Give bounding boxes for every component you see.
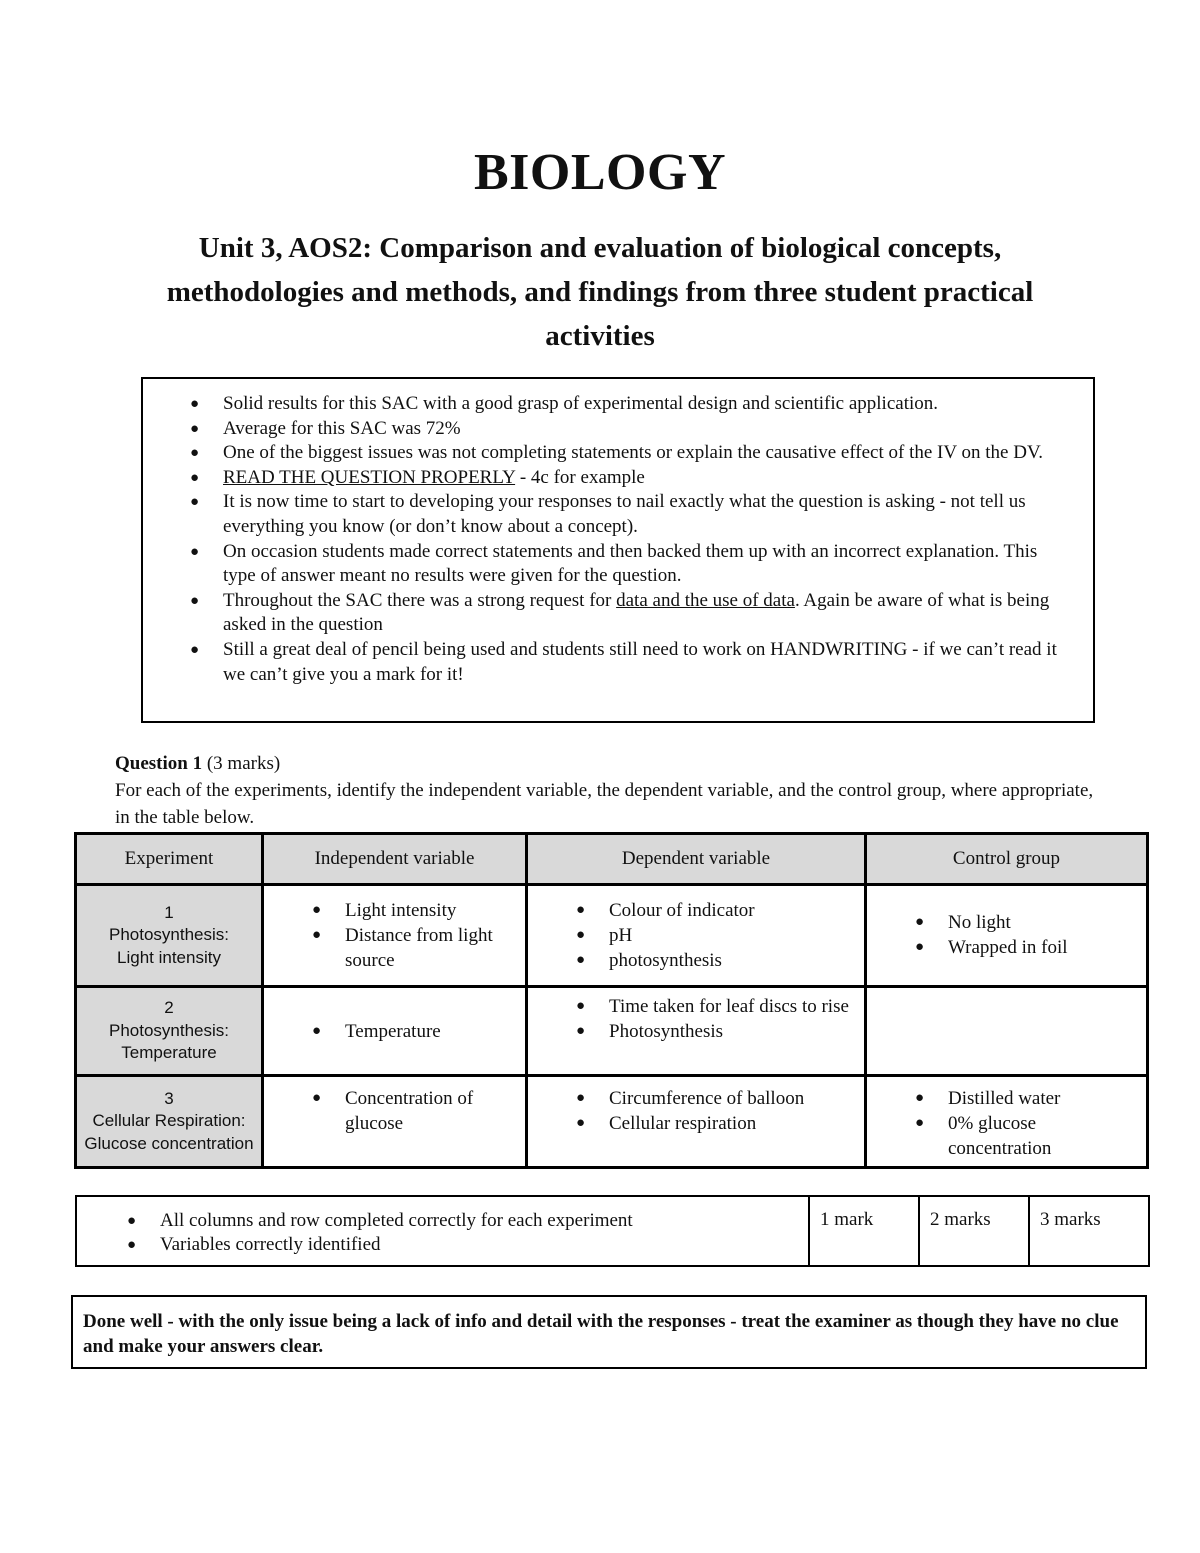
dv-list bbox=[529, 1086, 863, 1136]
read-question-emphasis: READ THE QUESTION PROPERLY bbox=[223, 466, 516, 488]
experiment-number: 1 bbox=[164, 902, 174, 922]
question-heading bbox=[115, 750, 1095, 777]
mark-2: 2 marks bbox=[919, 1196, 1029, 1266]
feedback-item: ● Average for this SAC was 72% bbox=[223, 417, 1073, 442]
dv-list bbox=[529, 898, 863, 973]
feedback-item: ● One of the biggest issues was not completing statements or explain the causative effect of the IV on the DV. bbox=[223, 441, 1073, 466]
experiment-table bbox=[74, 832, 1149, 1169]
experiment-cell bbox=[76, 987, 263, 1076]
question-text: For each of the experiments, identify the independent variable, the dependent variable, and the control group, where appropriate, in the table below. bbox=[115, 780, 1094, 828]
feedback-text: Throughout the SAC there was a strong request for bbox=[223, 589, 617, 611]
table-row bbox=[76, 987, 1148, 1076]
control-list bbox=[868, 910, 1145, 960]
header-control-group: Control group bbox=[866, 834, 1148, 885]
list-item: ● Time taken for leaf discs to rise bbox=[609, 994, 855, 1019]
feedback-list bbox=[143, 379, 1093, 687]
iv-list bbox=[265, 1019, 524, 1044]
feedback-item: ● Solid results for this SAC with a good grasp of experimental design and scientific application. bbox=[223, 392, 1073, 417]
control-cell bbox=[866, 885, 1148, 987]
list-item: ● All columns and row completed correctly for each experiment bbox=[160, 1209, 807, 1233]
experiment-number: 2 bbox=[164, 998, 174, 1018]
experiment-name: Photosynthesis: bbox=[108, 925, 229, 945]
list-item: ● Distilled water bbox=[948, 1086, 1137, 1111]
summary-comment: Done well - with the only issue being a lack of info and detail with the responses - treat the examiner as though they have no clue and make your answers clear. bbox=[71, 1295, 1147, 1369]
data-emphasis: data and the use of data bbox=[616, 589, 795, 611]
table-row bbox=[76, 1076, 1148, 1168]
list-item: ● 0% glucose concentration bbox=[948, 1111, 1137, 1161]
control-list bbox=[868, 1086, 1145, 1161]
list-item: ● photosynthesis bbox=[609, 948, 855, 973]
control-cell bbox=[866, 1076, 1148, 1168]
iv-cell bbox=[263, 885, 527, 987]
table-header-row bbox=[76, 834, 1148, 885]
experiment-name: Cellular Respiration: bbox=[92, 1111, 246, 1131]
iv-cell bbox=[263, 987, 527, 1076]
feedback-text: . Again be aware of what is being asked in the question bbox=[223, 589, 1050, 636]
list-item: ● Photosynthesis bbox=[609, 1019, 855, 1044]
page-subtitle: Unit 3, AOS2: Comparison and evaluation of biological concepts, methodologies and methods, and findings from three student practical activities bbox=[166, 232, 1034, 352]
iv-list bbox=[265, 1086, 524, 1136]
criteria-list bbox=[78, 1209, 807, 1257]
list-item: ● Cellular respiration bbox=[609, 1111, 855, 1136]
control-cell bbox=[866, 987, 1148, 1076]
experiment-number: 3 bbox=[164, 1088, 174, 1108]
iv-cell bbox=[263, 1076, 527, 1168]
experiment-detail: Glucose concentration bbox=[84, 1133, 254, 1153]
list-item: ● Light intensity bbox=[345, 898, 516, 923]
list-item: ● No light bbox=[948, 910, 1137, 935]
header-dependent-variable: Dependent variable bbox=[527, 834, 866, 885]
experiment-detail: Temperature bbox=[121, 1043, 217, 1063]
marking-rubric bbox=[75, 1195, 1150, 1267]
list-item: ● Temperature bbox=[345, 1019, 516, 1044]
question-1 bbox=[115, 750, 1095, 831]
dv-list bbox=[529, 994, 863, 1044]
experiment-cell bbox=[76, 1076, 263, 1168]
question-label: Question 1 bbox=[115, 753, 203, 774]
dv-cell bbox=[527, 1076, 866, 1168]
feedback-item bbox=[223, 466, 1073, 491]
question-marks: (3 marks) bbox=[202, 753, 281, 774]
header-experiment: Experiment bbox=[76, 834, 263, 885]
list-item: ● Concentration of glucose bbox=[345, 1086, 516, 1136]
experiment-cell bbox=[76, 885, 263, 987]
dv-cell bbox=[527, 987, 866, 1076]
iv-list bbox=[265, 898, 524, 973]
feedback-item: ● On occasion students made correct statements and then backed them up with an incorrect explanation. This type of answer meant no results were given for the question. bbox=[223, 540, 1073, 589]
list-item: ● Colour of indicator bbox=[609, 898, 855, 923]
list-item: ● pH bbox=[609, 923, 855, 948]
mark-3: 3 marks bbox=[1029, 1196, 1149, 1266]
header-independent-variable: Independent variable bbox=[263, 834, 527, 885]
rubric-criteria bbox=[76, 1196, 809, 1266]
feedback-item: ● Still a great deal of pencil being used and students still need to work on HANDWRITING - if we can’t read it we can’t give you a mark for it! bbox=[223, 638, 1073, 687]
list-item: ● Variables correctly identified bbox=[160, 1233, 807, 1257]
list-item: ● Distance from light source bbox=[345, 923, 516, 973]
mark-1: 1 mark bbox=[809, 1196, 919, 1266]
feedback-text: - 4c for example bbox=[515, 466, 645, 488]
feedback-item bbox=[223, 589, 1073, 638]
page-title: BIOLOGY bbox=[474, 144, 726, 201]
list-item: ● Circumference of balloon bbox=[609, 1086, 855, 1111]
table-row bbox=[76, 885, 1148, 987]
feedback-item: ● It is now time to start to developing your responses to nail exactly what the question is asking - not tell us everything you know (or don’t know about a concept). bbox=[223, 490, 1073, 539]
experiment-name: Photosynthesis: bbox=[108, 1020, 229, 1040]
experiment-detail: Light intensity bbox=[117, 947, 221, 967]
list-item: ● Wrapped in foil bbox=[948, 935, 1137, 960]
dv-cell bbox=[527, 885, 866, 987]
rubric-row bbox=[76, 1196, 1149, 1266]
feedback-box bbox=[141, 377, 1095, 723]
